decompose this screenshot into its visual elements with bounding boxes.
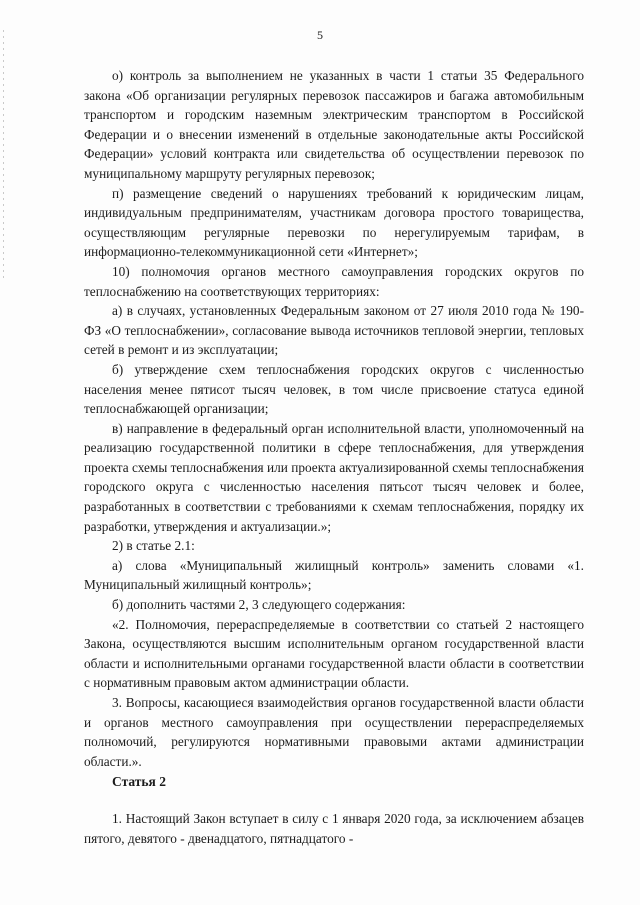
scan-edge-mark <box>3 30 4 280</box>
article-paragraph-1: 1. Настоящий Закон вступает в силу с 1 января 2020 года, за исключением абзацев пятого, девятого - двенадцатого, пятнадцатого - <box>84 811 584 846</box>
paragraph-p: п) размещение сведений о нарушениях требований к юридическим лицам, индивидуальным предпринимателям, участникам договора простого товарищества, осуществляющим регулярные перевозки по нерегулируемым тарифам, в информационно-телекоммуникационной сети «Интернет»; <box>84 185 584 260</box>
paragraph-2b: б) дополнить частями 2, 3 следующего содержания: <box>112 597 406 613</box>
article-heading: Статья 2 <box>112 774 166 789</box>
paragraph-10a: а) в случаях, установленных Федеральным законом от 27 июля 2010 года № 190-ФЗ «О теплоснабжении», согласование вывода источников тепловой энергии, тепловых сетей в ремонт и из эксплуатации; <box>84 303 584 358</box>
paragraph-part-3: 3. Вопросы, касающиеся взаимодействия органов государственной власти области и органов местного самоуправления при осуществлении перераспределяемых полномочий, регулируются нормативными правовыми актами администрации области.». <box>84 695 584 769</box>
document-body <box>84 66 584 771</box>
page-number: 5 <box>317 28 323 42</box>
paragraph-2a: а) слова «Муниципальный жилищный контроль» заменить словами «1. Муниципальный жилищный контроль»; <box>84 557 584 593</box>
paragraph-10b: б) утверждение схем теплоснабжения городских округов с численностью населения менее пятисот тысяч человек, в том числе присвоение статуса единой теплоснабжающей организации; <box>84 361 584 417</box>
paragraph-10v: в) направление в федеральный орган исполнительной власти, уполномоченный на реализацию государственной политики в сфере теплоснабжения, для утверждения проекта схемы теплоснабжения или проекта актуализированной схемы теплоснабжения городского округа с численностью населения пятьсот тысяч человек и более, разработанных в соответствии с требованиями к схемам теплоснабжения, порядку их разработки, утверждения и актуализации.»; <box>84 420 584 534</box>
paragraph-10: 10) полномочия органов местного самоуправления городских округов по теплоснабжению на соответствующих территориях: <box>84 263 584 299</box>
article-body <box>84 809 584 848</box>
paragraph-o: о) контроль за выполнением не указанных в части 1 статьи 35 Федерального закона «Об организации регулярных перевозок пассажиров и багажа автомобильным транспортом и городским наземным электрическим транспортом в Российской Федерации и о внесении изменений в отдельные законодательные акты Российской Федерации» условий контракта или свидетельства об осуществлении перевозок по муниципальному маршруту регулярных перевозок; <box>84 68 584 181</box>
paragraph-2: 2) в статье 2.1: <box>112 538 195 554</box>
paragraph-part-2: «2. Полномочия, перераспределяемые в соответствии со статьей 2 настоящего Закона, осуществляются высшим исполнительным органом государственной власти области и исполнительными органами государственной власти области в соответствии с нормативным правовым актом администрации области. <box>84 616 584 691</box>
